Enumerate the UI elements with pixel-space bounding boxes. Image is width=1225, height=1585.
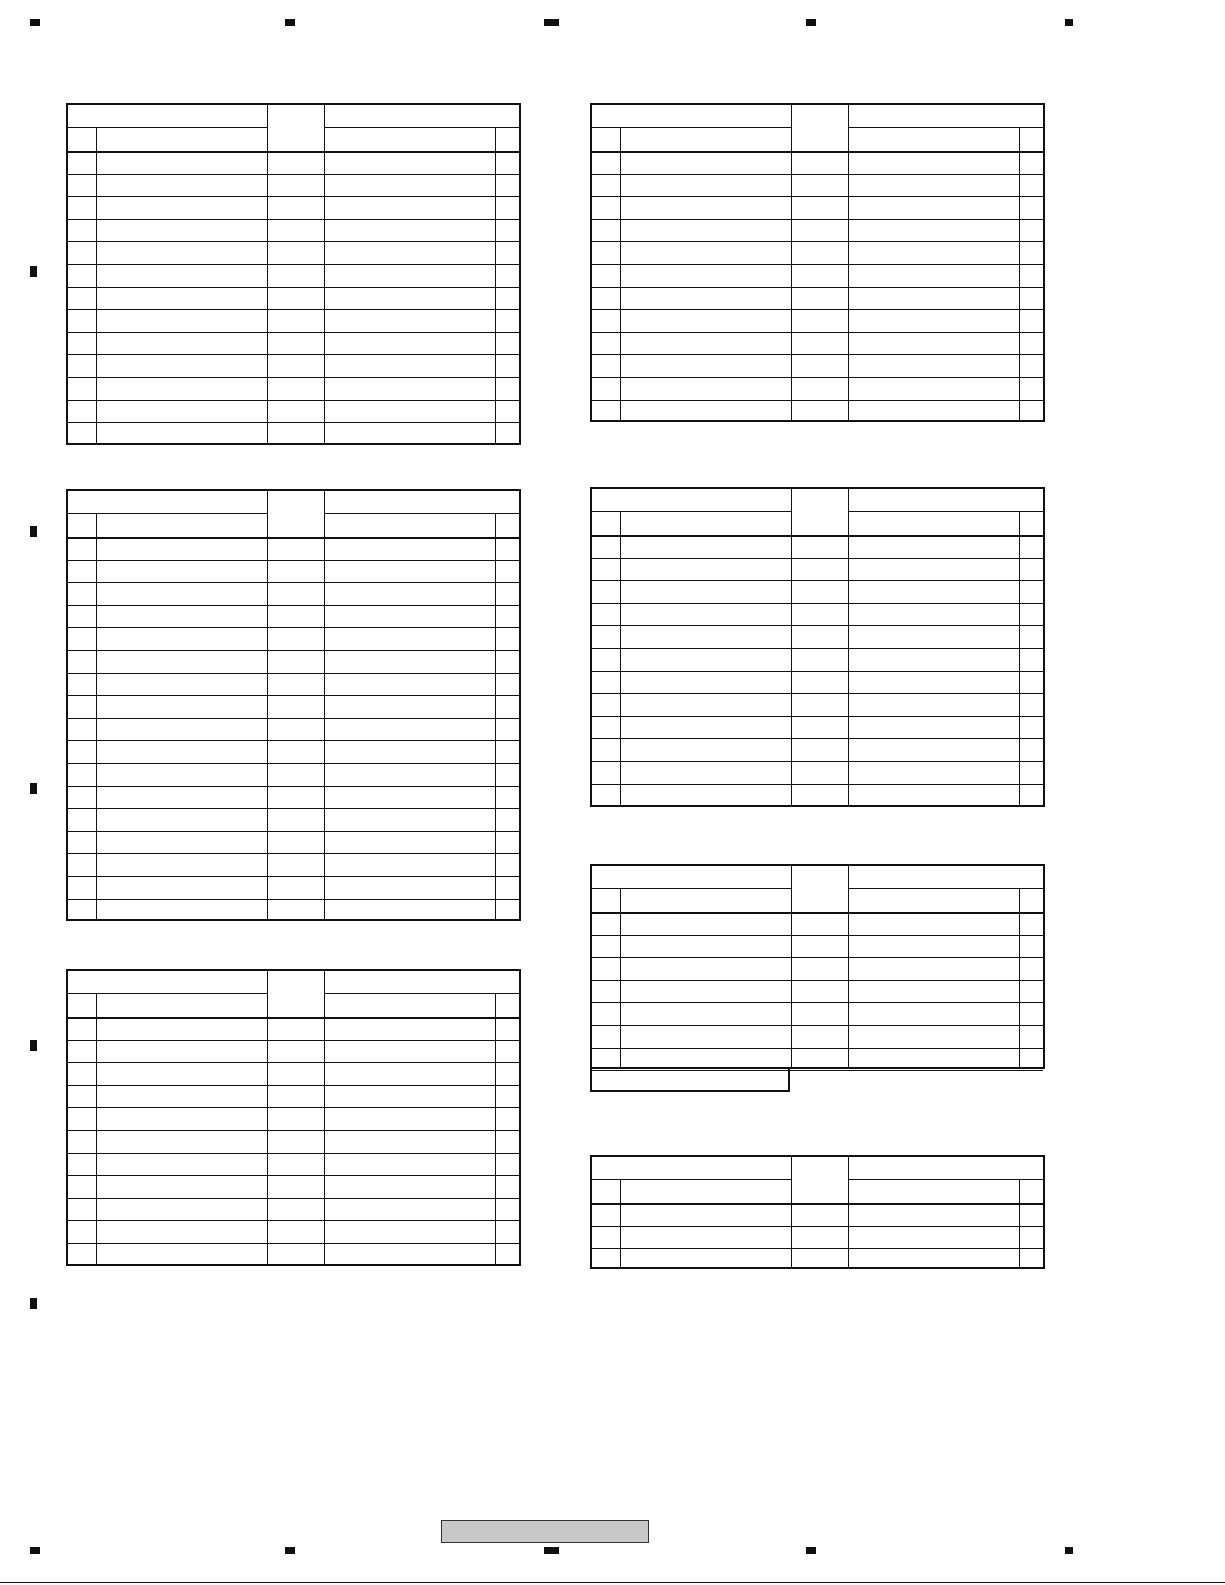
table-row (68, 1130, 519, 1131)
table-row (68, 1085, 519, 1086)
header-divider (592, 127, 791, 128)
table-row (68, 1107, 519, 1108)
table-row (68, 627, 519, 628)
table-row (592, 716, 1043, 717)
column-rule (267, 971, 268, 1264)
column-rule (495, 513, 496, 919)
table-row (592, 1002, 1043, 1003)
registration-mark (30, 526, 37, 537)
header-bottom-rule (592, 1203, 1043, 1205)
column-rule (96, 993, 97, 1264)
table-row (592, 1025, 1043, 1026)
table-row (592, 241, 1043, 242)
column-rule (848, 866, 849, 1067)
table-row (68, 1198, 519, 1199)
table-row (68, 876, 519, 877)
column-rule (267, 105, 268, 443)
parts-table-7 (590, 1155, 1045, 1269)
table-row (68, 605, 519, 606)
column-rule (267, 491, 268, 919)
registration-mark (30, 266, 37, 277)
table-row (592, 784, 1043, 785)
table-row (68, 899, 519, 900)
column-rule (848, 1157, 849, 1267)
header-divider (592, 511, 791, 512)
column-rule (620, 888, 621, 1067)
parts-table-2 (66, 489, 521, 921)
table-row (68, 377, 519, 378)
column-rule (791, 105, 792, 420)
column-rule (791, 866, 792, 1067)
column-rule (848, 489, 849, 805)
header-divider (68, 127, 267, 128)
column-rule (324, 491, 325, 919)
table-row (68, 582, 519, 583)
column-rule (620, 1179, 621, 1267)
table-row (592, 287, 1043, 288)
column-rule (848, 105, 849, 420)
table-row (592, 957, 1043, 958)
table-row (68, 786, 519, 787)
parts-table-5 (590, 487, 1045, 807)
table-row (68, 560, 519, 561)
header-divider (848, 1179, 1043, 1180)
registration-mark (544, 19, 559, 26)
header-divider (324, 127, 519, 128)
column-rule (96, 127, 97, 443)
registration-mark (544, 1547, 559, 1554)
header-bottom-rule (592, 151, 1043, 153)
parts-table-6 (590, 864, 1045, 1069)
table-row (592, 671, 1043, 672)
column-rule (1019, 888, 1020, 1067)
header-divider (848, 511, 1043, 512)
page-bottom-rule (0, 1582, 1225, 1583)
column-rule (96, 513, 97, 919)
table-row (592, 309, 1043, 310)
table-row (592, 400, 1043, 401)
table-row (68, 1175, 519, 1176)
table-row (68, 309, 519, 310)
parts-table-1 (66, 103, 521, 445)
header-divider (592, 888, 791, 889)
table-row (68, 219, 519, 220)
table-row (68, 287, 519, 288)
table-row (592, 219, 1043, 220)
header-divider (592, 1179, 791, 1180)
table-row (592, 625, 1043, 626)
header-divider (848, 888, 1043, 889)
header-divider (68, 513, 267, 514)
registration-mark (1065, 1547, 1073, 1554)
table-row (592, 354, 1043, 355)
header-bottom-rule (68, 537, 519, 539)
column-rule (620, 511, 621, 805)
table-row (592, 738, 1043, 739)
table-row (68, 695, 519, 696)
table-row (68, 650, 519, 651)
parts-table-4 (590, 103, 1045, 422)
header-bottom-rule (592, 535, 1043, 537)
parts-table-3 (66, 969, 521, 1266)
column-rule (620, 127, 621, 420)
table-row (68, 808, 519, 809)
table-row (592, 603, 1043, 604)
registration-mark (30, 783, 37, 794)
table-row (592, 377, 1043, 378)
registration-mark (30, 1547, 40, 1554)
table-row (68, 400, 519, 401)
table-row (592, 1048, 1043, 1049)
column-rule (791, 1157, 792, 1267)
table-row (592, 980, 1043, 981)
table-row (592, 264, 1043, 265)
column-rule (1019, 511, 1020, 805)
table-row (68, 1062, 519, 1063)
table-row (68, 264, 519, 265)
registration-mark (806, 19, 816, 26)
table-row (68, 174, 519, 175)
registration-mark (285, 19, 295, 26)
table-row (68, 422, 519, 423)
column-rule (1019, 1179, 1020, 1267)
table-row (68, 241, 519, 242)
column-rule (324, 105, 325, 443)
table-row (592, 1248, 1043, 1249)
column-rule (1019, 127, 1020, 420)
table-row (68, 831, 519, 832)
column-rule (495, 993, 496, 1264)
table-row (592, 935, 1043, 936)
registration-mark (1065, 19, 1073, 26)
column-rule (324, 971, 325, 1264)
header-bottom-rule (592, 912, 1043, 914)
header-divider (324, 993, 519, 994)
registration-mark (30, 1298, 37, 1309)
table-row (592, 693, 1043, 694)
table-row (592, 332, 1043, 333)
header-divider (848, 127, 1043, 128)
table-row (68, 354, 519, 355)
table-row (592, 761, 1043, 762)
table-row (68, 332, 519, 333)
column-rule (495, 127, 496, 443)
registration-mark (30, 19, 40, 26)
table-row (68, 1153, 519, 1154)
table-row (68, 740, 519, 741)
table-row (68, 853, 519, 854)
registration-mark (806, 1547, 816, 1554)
table-row (68, 1220, 519, 1221)
header-bottom-rule (68, 1017, 519, 1019)
column-rule (791, 489, 792, 805)
table-row (592, 558, 1043, 559)
table-row (592, 648, 1043, 649)
footer-page-label (441, 1520, 649, 1543)
table-row (68, 1243, 519, 1244)
registration-mark (30, 1040, 37, 1051)
registration-mark (285, 1547, 295, 1554)
parts-table-6-extension (590, 1067, 790, 1092)
table-row (68, 673, 519, 674)
table-row (68, 196, 519, 197)
header-bottom-rule (68, 151, 519, 153)
header-divider (324, 513, 519, 514)
table-row (592, 580, 1043, 581)
table-row (592, 1226, 1043, 1227)
table-row (68, 1040, 519, 1041)
header-divider (68, 993, 267, 994)
table-row (68, 763, 519, 764)
table-row (592, 196, 1043, 197)
table-row (592, 174, 1043, 175)
table-row (68, 718, 519, 719)
